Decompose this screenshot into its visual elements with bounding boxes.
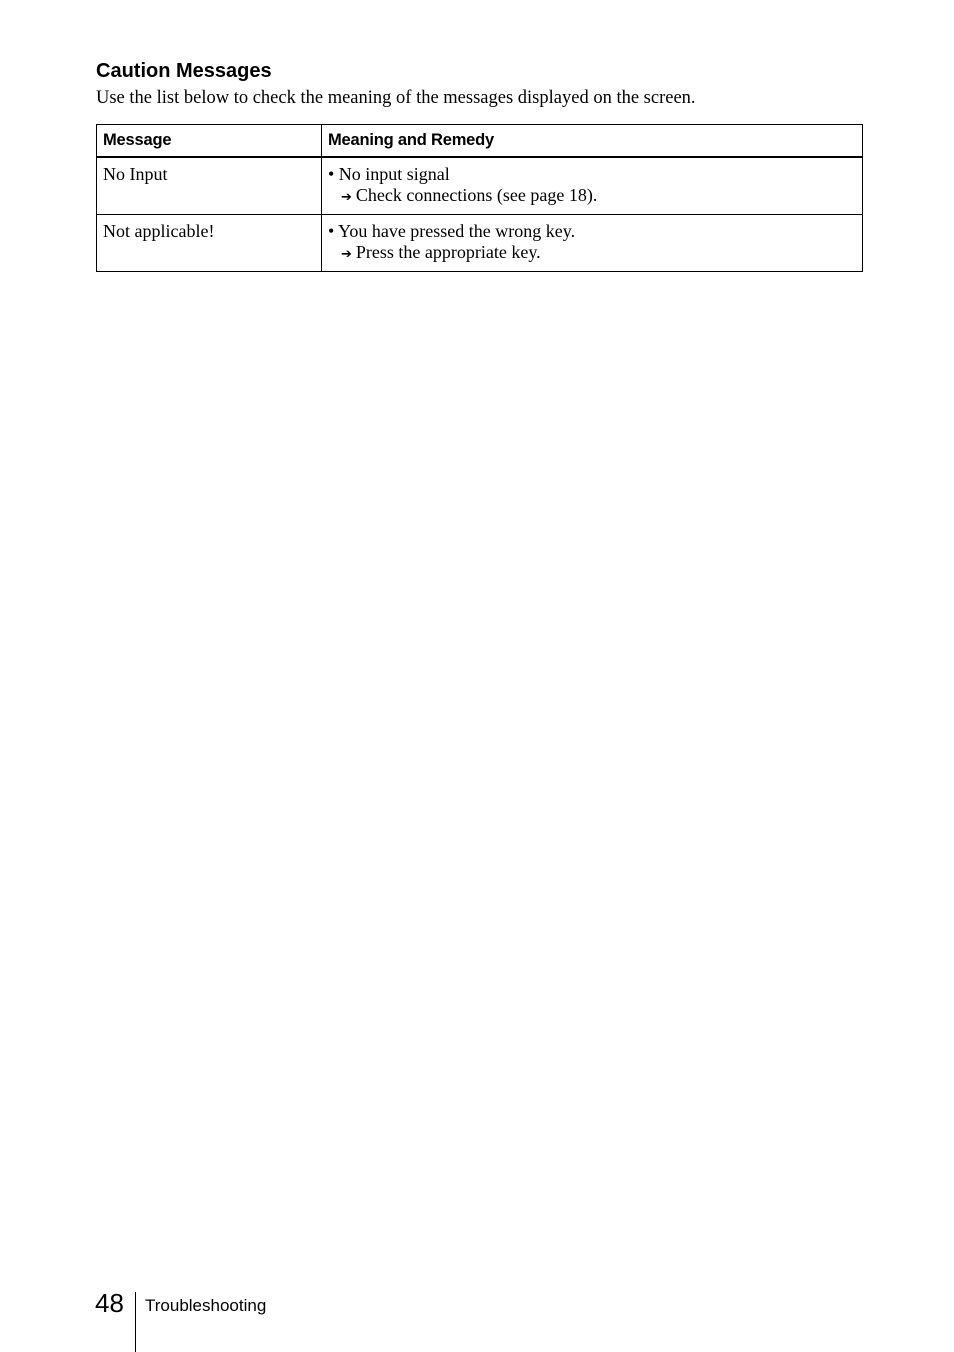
arrow-right-icon: ➔: [341, 190, 352, 205]
message-cell: Not applicable!: [97, 215, 322, 272]
section-intro: Use the list below to check the meaning of the messages displayed on the screen.: [96, 88, 696, 108]
arrow-right-icon: ➔: [341, 247, 352, 262]
meaning-bullet: • No input signal: [328, 164, 450, 184]
caution-messages-table: [96, 124, 863, 272]
table-row: [97, 215, 863, 272]
header-message: Message: [97, 125, 322, 158]
section-title: Caution Messages: [96, 60, 272, 82]
message-cell: No Input: [97, 157, 322, 215]
remedy-line: [328, 185, 856, 208]
footer-section-label: Troubleshooting: [145, 1296, 267, 1315]
remedy-text: Check connections (see page 18).: [355, 185, 598, 205]
meaning-cell: [322, 157, 863, 215]
footer-divider: [135, 1292, 136, 1352]
meaning-cell: [322, 215, 863, 272]
table-header-row: [97, 125, 863, 158]
table-row: [97, 157, 863, 215]
remedy-line: [328, 242, 856, 265]
header-meaning-remedy: Meaning and Remedy: [322, 125, 863, 158]
meaning-bullet: • You have pressed the wrong key.: [328, 221, 576, 241]
page-number: 48: [95, 1288, 124, 1318]
remedy-text: Press the appropriate key.: [355, 242, 541, 262]
